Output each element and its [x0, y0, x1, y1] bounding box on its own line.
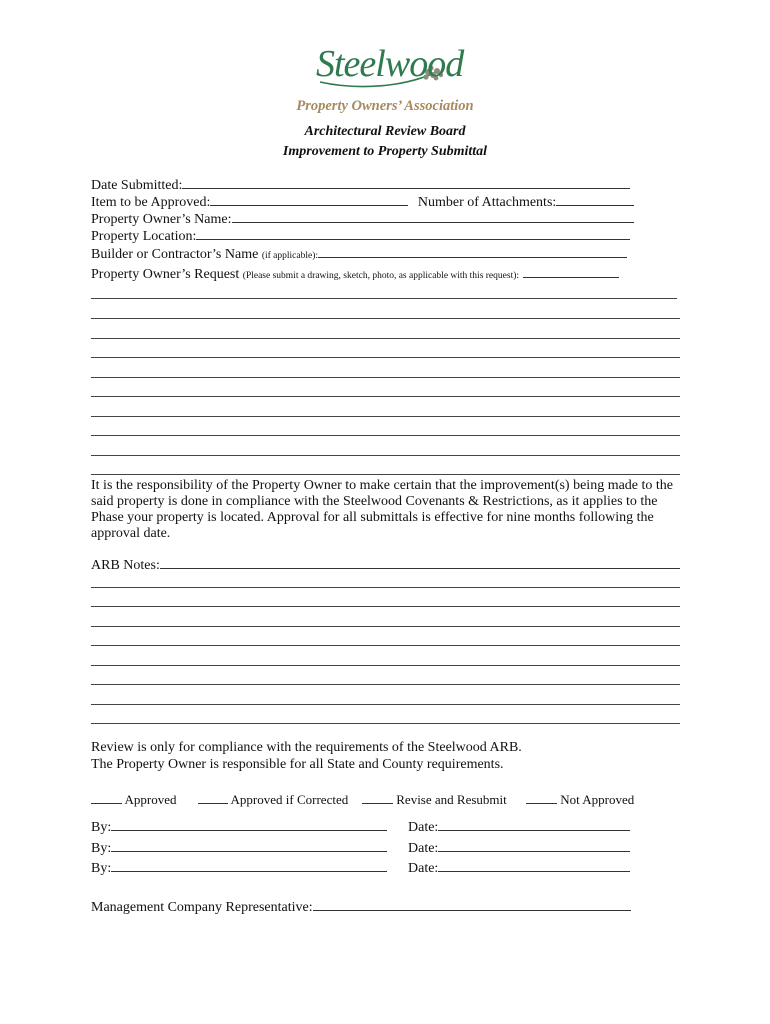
- signature-date-row: [408, 858, 630, 877]
- owner-responsibility-text: The Property Owner is responsible for all State and County requirements.: [91, 757, 504, 772]
- signature-by-row: [91, 838, 387, 857]
- request-line[interactable]: [91, 396, 680, 397]
- arb-notes-line[interactable]: [91, 684, 680, 685]
- revise-resubmit-label: Revise and Resubmit: [396, 792, 507, 807]
- arb-notes-line[interactable]: [91, 704, 680, 705]
- request-line[interactable]: [91, 416, 680, 417]
- owner-name-field[interactable]: [232, 209, 634, 223]
- signature-date-row: [408, 817, 630, 836]
- signature-by-row: [91, 817, 387, 836]
- steelwood-logo: [316, 43, 464, 94]
- arb-notes-line[interactable]: [91, 665, 680, 666]
- request-line[interactable]: [91, 377, 680, 378]
- owner-request-note: (Please submit a drawing, sketch, photo, as applicable with this request):: [242, 271, 520, 281]
- request-line[interactable]: [91, 474, 680, 475]
- property-location-row: [91, 226, 630, 245]
- property-location-field[interactable]: [196, 226, 630, 240]
- attachments-label: Number of Attachments:: [417, 195, 557, 210]
- approved-if-corrected-label: Approved if Corrected: [230, 792, 349, 807]
- request-line[interactable]: [91, 455, 680, 456]
- by-signature-field[interactable]: [111, 858, 387, 872]
- signature-by-row: [91, 858, 387, 877]
- request-line[interactable]: [91, 318, 680, 319]
- arb-notes-line[interactable]: [91, 723, 680, 724]
- arb-notes-label: ARB Notes:: [91, 558, 160, 573]
- responsibility-statement: It is the responsibility of the Property Owner to make certain that the improvement(s) being made to the said property is done in compliance with the Steelwood Covenants & Restrictions, as it applies to the Phase your property is located. Approval for all submittals is effective for nine months following the approval date.: [91, 478, 674, 541]
- owner-request-label: Property Owner’s Request: [91, 267, 240, 282]
- by-signature-field[interactable]: [111, 817, 387, 831]
- arb-notes-field[interactable]: [160, 555, 680, 569]
- by-label: By:: [91, 820, 112, 835]
- owner-name-label: Property Owner’s Name:: [91, 212, 232, 227]
- form-title: Improvement to Property Submittal: [282, 144, 488, 159]
- request-line[interactable]: [91, 357, 680, 358]
- date-signature-field[interactable]: [438, 817, 630, 831]
- date-signature-field[interactable]: [438, 858, 630, 872]
- request-line[interactable]: [91, 298, 677, 299]
- arb-notes-line[interactable]: [91, 626, 680, 627]
- signature-date-row: [408, 838, 630, 857]
- item-approval-label: Item to be Approved:: [91, 195, 211, 210]
- status-revise-resubmit: [362, 790, 507, 808]
- by-signature-field[interactable]: [111, 838, 387, 852]
- date-submitted-field[interactable]: [182, 175, 630, 189]
- by-label: By:: [91, 861, 112, 876]
- revise-resubmit-checkbox-line[interactable]: [362, 790, 393, 804]
- property-location-label: Property Location:: [91, 229, 197, 244]
- by-label: By:: [91, 841, 112, 856]
- arb-notes-line[interactable]: [91, 606, 680, 607]
- arb-notes-line[interactable]: [91, 587, 680, 588]
- request-line[interactable]: [91, 435, 680, 436]
- date-label: Date:: [408, 841, 439, 856]
- date-signature-field[interactable]: [438, 838, 630, 852]
- date-label: Date:: [408, 861, 439, 876]
- builder-note: (if applicable):: [261, 251, 318, 261]
- approved-if-corrected-checkbox-line[interactable]: [198, 790, 228, 804]
- date-label: Date:: [408, 820, 439, 835]
- approved-checkbox-line[interactable]: [91, 790, 122, 804]
- owner-request-row: [91, 264, 619, 285]
- association-name: Property Owners’ Association: [296, 98, 474, 114]
- arb-notes-line[interactable]: [91, 645, 680, 646]
- not-approved-label: Not Approved: [560, 792, 635, 807]
- logo-wordmark: Steelwood: [316, 43, 464, 85]
- request-line[interactable]: [91, 338, 680, 339]
- board-title: Architectural Review Board: [304, 124, 466, 139]
- status-approved: [91, 790, 177, 808]
- builder-row: [91, 244, 627, 265]
- review-compliance-text: Review is only for compliance with the requirements of the Steelwood ARB.: [91, 740, 522, 755]
- status-approved-if-corrected: [198, 790, 348, 808]
- builder-label: Builder or Contractor’s Name: [91, 247, 259, 262]
- owner-request-inline-field[interactable]: [523, 264, 619, 278]
- management-rep-row: [91, 897, 631, 916]
- item-approval-field[interactable]: [210, 192, 408, 206]
- not-approved-checkbox-line[interactable]: [526, 790, 557, 804]
- management-rep-label: Management Company Representative:: [91, 900, 313, 915]
- status-not-approved: [526, 790, 634, 808]
- builder-field[interactable]: [318, 244, 627, 258]
- approved-label: Approved: [124, 792, 177, 807]
- date-submitted-label: Date Submitted:: [91, 178, 183, 193]
- management-rep-field[interactable]: [313, 897, 631, 911]
- arb-notes-row: [91, 555, 680, 574]
- attachments-field[interactable]: [556, 192, 634, 206]
